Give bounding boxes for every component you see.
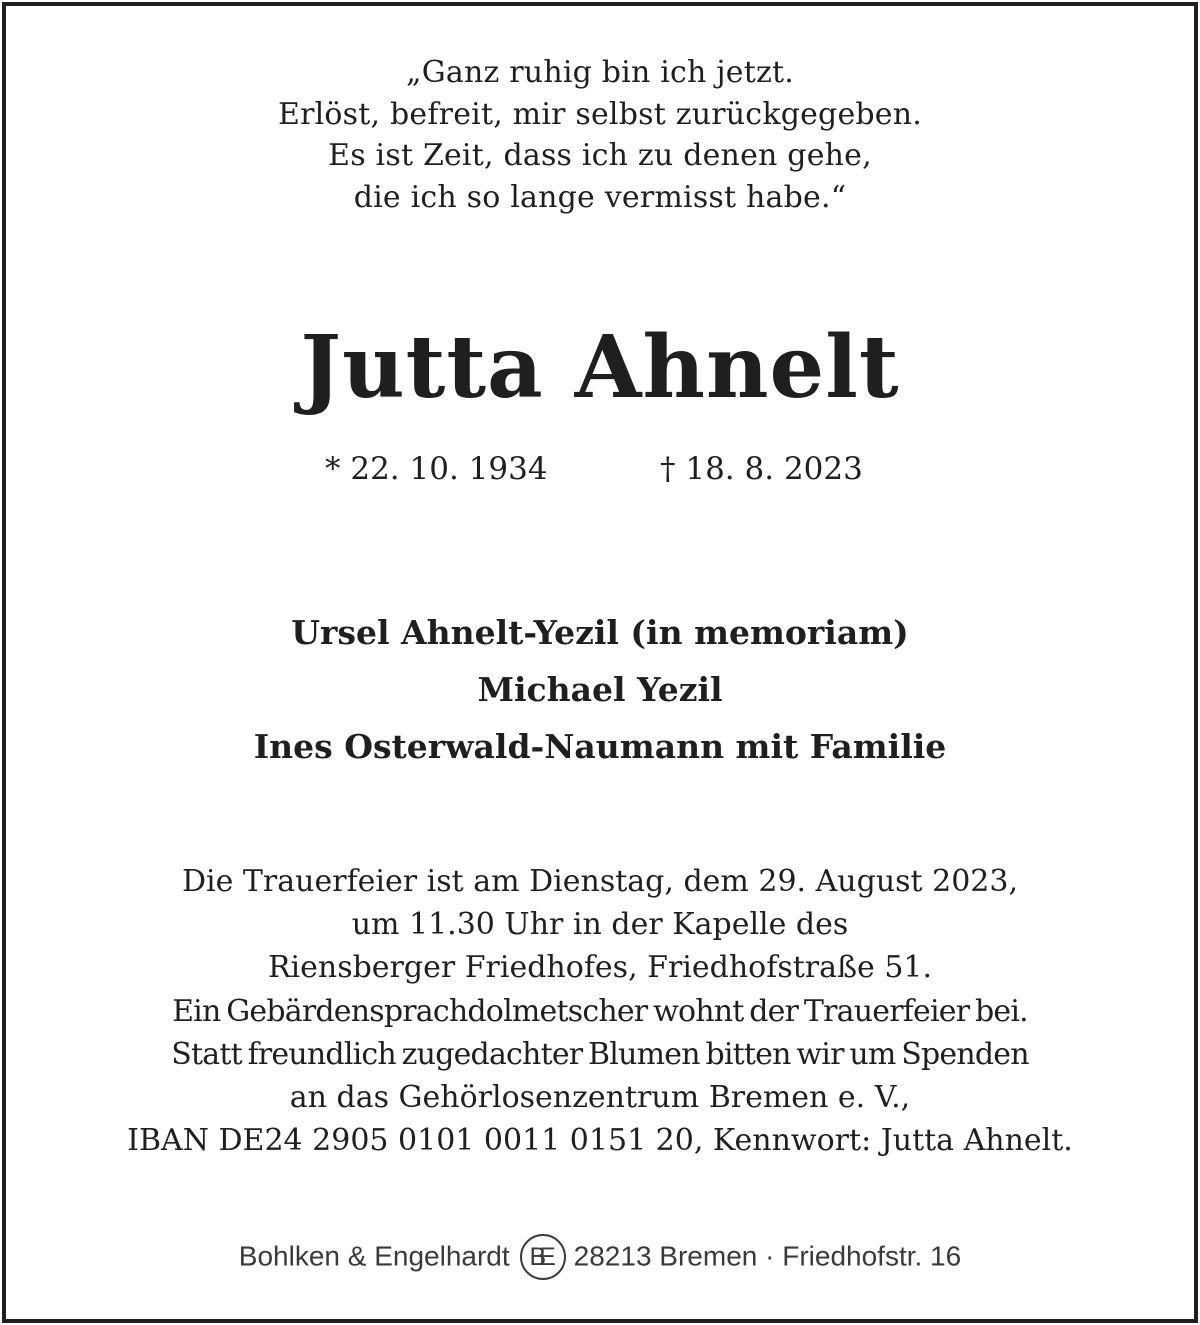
logo-text: BE — [529, 1243, 549, 1271]
funeral-home-address: 28213 Bremen · Friedhofstr. 16 — [573, 1240, 962, 1272]
mourner: Ursel Ahnelt-Yezil (in memoriam) — [291, 613, 909, 652]
donation-line: Statt freundlich zugedachter Blumen bitten wir um Spenden — [171, 1036, 1029, 1072]
ceremony-line: um 11.30 Uhr in der Kapelle des — [351, 907, 849, 943]
mourner: Michael Yezil — [477, 670, 723, 709]
quote — [0, 52, 1200, 218]
mourner: Ines Osterwald-Naumann mit Familie — [253, 727, 947, 766]
donation-line: an das Gehörlosenzentrum Bremen e. V., — [289, 1080, 911, 1116]
funeral-home-logo — [520, 1234, 566, 1280]
ceremony-line: Ein Gebärdensprachdolmetscher wohnt der Trauerfeier bei. — [172, 993, 1028, 1029]
ceremony-info — [0, 860, 1200, 1162]
quote-line: Es ist Zeit, dass ich zu denen gehe, — [328, 138, 872, 173]
mourners-list — [0, 604, 1200, 775]
donation-line: IBAN DE24 2905 0101 0011 0151 20, Kennwort: Jutta Ahnelt. — [127, 1123, 1073, 1159]
deceased-name: Jutta Ahnelt — [300, 317, 900, 418]
quote-line: die ich so lange vermisst habe.“ — [353, 179, 847, 215]
quote-line: „Ganz ruhig bin ich jetzt. — [406, 55, 794, 90]
death-date: † 18. 8. 2023 — [660, 451, 863, 487]
funeral-home-footer — [0, 1230, 1200, 1282]
ceremony-line: Riensberger Friedhofes, Friedhofstraße 51. — [267, 950, 933, 986]
ceremony-line: Die Trauerfeier ist am Dienstag, dem 29. August 2023, — [181, 864, 1019, 899]
birth-date: * 22. 10. 1934 — [325, 451, 548, 487]
funeral-home-name: Bohlken & Engelhardt — [238, 1240, 510, 1272]
quote-line: Erlöst, befreit, mir selbst zurückgegeben. — [277, 96, 923, 132]
